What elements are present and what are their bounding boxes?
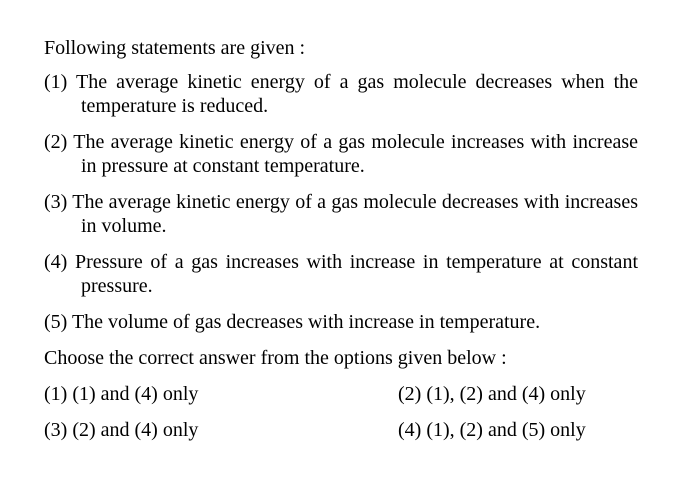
option-1[interactable]: (1) (1) and (4) only [44,383,199,405]
statement-2: (2) The average kinetic energy of a gas molecule increases with increase in pressure at constant temperature. [44,131,638,177]
statement-5: (5) The volume of gas decreases with increase in temperature. [44,311,541,333]
options-row-2 [44,418,638,454]
option-4[interactable]: (4) (1), (2) and (5) only [398,419,586,441]
question-intro: Following statements are given : [44,37,306,59]
option-2[interactable]: (2) (1), (2) and (4) only [398,383,586,405]
statement-1: (1) The average kinetic energy of a gas molecule decreases when the temperature is reduced. [44,71,638,117]
statement-4: (4) Pressure of a gas increases with increase in temperature at constant pressure. [44,251,638,297]
answer-options [44,382,638,454]
answer-prompt: Choose the correct answer from the options given below : [44,347,507,369]
statement-3: (3) The average kinetic energy of a gas molecule decreases with increases in volume. [44,191,638,237]
option-3[interactable]: (3) (2) and (4) only [44,419,199,441]
options-row-1 [44,382,638,418]
question-block [44,36,638,454]
